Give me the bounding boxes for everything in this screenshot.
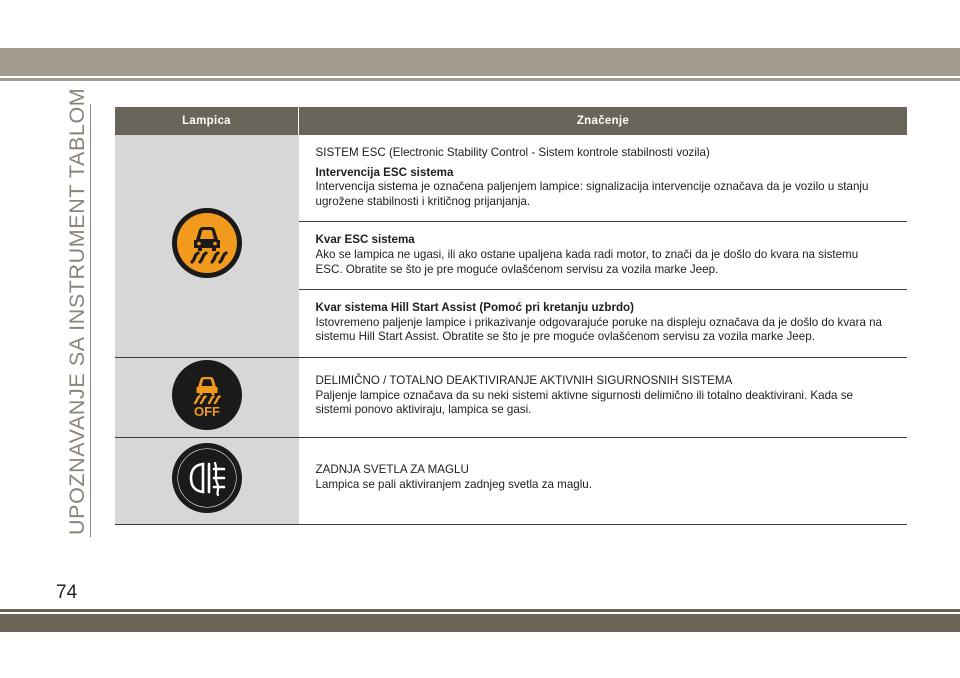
esc-skid-icon [170, 206, 244, 280]
esc-off-headline: DELIMIČNO / TOTALNO DEAKTIVIRANJE AKTIVNIH SIGURNOSNIH SISTEMA [315, 373, 733, 387]
page-number: 74 [56, 582, 78, 603]
rear-fog-light-icon [170, 441, 244, 515]
hill-start-fault-label: Kvar sistema Hill Start Assist (Pomoć pri kretanju uzbrdo) [315, 301, 634, 315]
table-row-esc-off [115, 357, 907, 437]
rear-fog-headline: ZADNJA SVETLA ZA MAGLU [315, 462, 469, 476]
hill-start-fault-block [299, 289, 908, 357]
meaning-cell-esc-off [299, 357, 908, 437]
column-header-lampica: Lampica [115, 107, 299, 135]
section-title: UPOZNAVANJE SA INSTRUMENT TABLOM [65, 87, 89, 535]
header-rule [0, 78, 960, 81]
esc-off-icon-text: OFF [193, 403, 220, 419]
rear-fog-text: Lampica se pali aktiviranjem zadnjeg svetla za maglu. [315, 477, 592, 491]
icon-cell-rear-fog [115, 437, 299, 524]
header-band [0, 48, 960, 76]
esc-off-text: Paljenje lampice označava da su neki sistemi aktivne sigurnosti delimično ili totalno deaktivirani. Kada se sistemi ponovo aktiviraju, lampica se gasi. [315, 388, 853, 417]
hill-start-fault-text: Istovremeno paljenje lampice i prikazivanje odgovarajuće poruke na displeju označava da je došlo do kvara na sistemu Hill Start Assist. Obratite se što je pre moguće ovlašćenom servisu za vozila marke Jeep. [315, 315, 883, 344]
rear-fog-block [299, 438, 908, 504]
esc-fault-label: Kvar ESC sistema [315, 233, 415, 247]
esc-headline: SISTEM ESC (Electronic Stability Control - Sistem kontrole stabilnosti vozila) [315, 146, 710, 159]
icon-cell-esc-off [115, 357, 299, 437]
column-header-znacenje: Značenje [299, 107, 908, 135]
esc-off-icon [170, 358, 244, 432]
esc-off-block [299, 358, 908, 430]
warning-lights-table [115, 107, 907, 525]
meaning-cell-rear-fog [299, 437, 908, 524]
esc-intervention-label: Intervencija ESC sistema [315, 165, 454, 179]
meaning-cell-esc [299, 135, 908, 357]
section-title-rule [90, 104, 91, 537]
esc-fault-text: Ako se lampica ne ugasi, ili ako ostane upaljena kada radi motor, to znači da je došlo do kvara na sistemu ESC. Obratite se što je pre moguće ovlašćenom servisu za vozila marke Jeep. [315, 247, 859, 276]
esc-fault-block [299, 221, 908, 289]
esc-intervention-block [299, 135, 908, 221]
footer-band [0, 614, 960, 632]
table-header-row [115, 107, 907, 135]
footer-rule [0, 609, 960, 612]
icon-cell-esc [115, 135, 299, 357]
table-row-rear-fog [115, 437, 907, 524]
esc-intervention-text: Intervencija sistema je označena paljenjem lampice: signalizacija intervencije označava da je vozilo u stanju ugrožene stabilnosti i kritičnog prijanjanja. [315, 180, 869, 208]
table-row-esc [115, 135, 907, 357]
